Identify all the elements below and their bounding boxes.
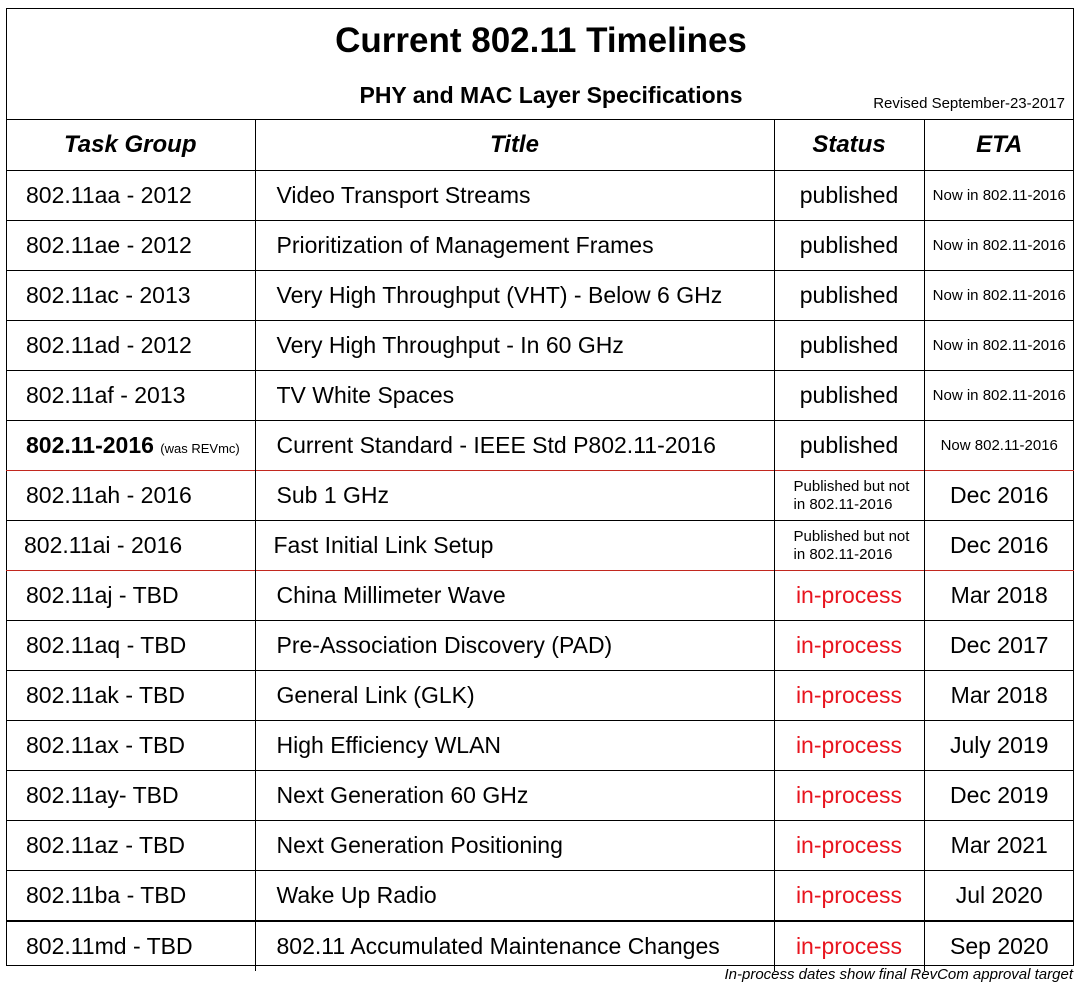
eta-cell: Now 802.11-2016	[924, 421, 1074, 471]
table-row	[6, 271, 1074, 321]
task-group-cell: 802.11az - TBD	[6, 821, 255, 871]
eta-cell: Mar 2018	[924, 571, 1074, 621]
task-group-cell: 802.11ah - 2016	[6, 471, 255, 521]
title-cell: Very High Throughput (VHT) - Below 6 GHz	[255, 271, 774, 321]
task-group-cell: 802.11ba - TBD	[6, 871, 255, 922]
task-group-cell: 802.11ae - 2012	[6, 221, 255, 271]
table-row	[6, 671, 1074, 721]
table-row	[6, 221, 1074, 271]
eta-cell: Sep 2020	[924, 921, 1074, 971]
eta-cell: Dec 2016	[924, 471, 1074, 521]
timeline-table	[6, 119, 1074, 971]
status-cell: in-process	[774, 921, 924, 971]
table-row	[6, 371, 1074, 421]
title-cell: High Efficiency WLAN	[255, 721, 774, 771]
table-row	[6, 721, 1074, 771]
eta-cell: Jul 2020	[924, 871, 1074, 922]
task-group-cell: 802.11ad - 2012	[6, 321, 255, 371]
title-cell: Fast Initial Link Setup	[255, 521, 774, 571]
status-cell: published	[774, 171, 924, 221]
task-group-cell: 802.11aa - 2012	[6, 171, 255, 221]
status-cell: in-process	[774, 821, 924, 871]
column-header-task-group: Task Group	[6, 120, 255, 171]
eta-cell: Mar 2021	[924, 821, 1074, 871]
table-row	[6, 321, 1074, 371]
page-subtitle: PHY and MAC Layer Specifications	[359, 82, 743, 108]
task-group-cell: 802.11aj - TBD	[6, 571, 255, 621]
task-group-cell: 802.11ac - 2013	[6, 271, 255, 321]
table-row	[6, 171, 1074, 221]
task-group-cell: 802.11ak - TBD	[6, 671, 255, 721]
eta-cell: Dec 2017	[924, 621, 1074, 671]
revision-date: Revised September-23-2017	[873, 95, 1065, 112]
title-cell: Video Transport Streams	[255, 171, 774, 221]
status-cell: in-process	[774, 671, 924, 721]
column-header-title: Title	[255, 120, 774, 171]
task-group-cell: 802.11md - TBD	[6, 921, 255, 971]
task-group-cell: 802.11ax - TBD	[6, 721, 255, 771]
eta-cell: Now in 802.11-2016	[924, 371, 1074, 421]
title-cell: Next Generation Positioning	[255, 821, 774, 871]
table-row	[6, 571, 1074, 621]
title-cell: TV White Spaces	[255, 371, 774, 421]
title-cell: 802.11 Accumulated Maintenance Changes	[255, 921, 774, 971]
table-header-row	[6, 120, 1074, 171]
eta-cell: Now in 802.11-2016	[924, 171, 1074, 221]
task-group-name: 802.11-2016	[26, 432, 154, 458]
task-group-note: (was REVmc)	[160, 441, 240, 456]
status-line: Published but not	[793, 477, 910, 495]
page-title: Current 802.11 Timelines	[335, 21, 747, 60]
task-group-cell: 802.11ay- TBD	[6, 771, 255, 821]
eta-cell: Dec 2016	[924, 521, 1074, 571]
eta-cell: Now in 802.11-2016	[924, 221, 1074, 271]
status-cell: in-process	[774, 571, 924, 621]
title-cell: Very High Throughput - In 60 GHz	[255, 321, 774, 371]
task-group-cell: 802.11af - 2013	[6, 371, 255, 421]
table-row	[6, 421, 1074, 471]
status-cell: in-process	[774, 771, 924, 821]
eta-cell: Mar 2018	[924, 671, 1074, 721]
eta-cell: July 2019	[924, 721, 1074, 771]
status-line: Published but not	[793, 527, 910, 545]
status-cell: published	[774, 371, 924, 421]
title-cell: Sub 1 GHz	[255, 471, 774, 521]
table-row	[6, 771, 1074, 821]
status-line: in 802.11-2016	[793, 545, 893, 563]
eta-cell: Now in 802.11-2016	[924, 321, 1074, 371]
table-row	[6, 821, 1074, 871]
status-cell: published	[774, 321, 924, 371]
title-cell: China Millimeter Wave	[255, 571, 774, 621]
status-cell: published	[774, 271, 924, 321]
status-cell: published	[774, 421, 924, 471]
status-cell	[774, 471, 924, 521]
title-cell: Next Generation 60 GHz	[255, 771, 774, 821]
title-cell: Current Standard - IEEE Std P802.11-2016	[255, 421, 774, 471]
status-cell: in-process	[774, 621, 924, 671]
table-row	[6, 471, 1074, 521]
status-cell: published	[774, 221, 924, 271]
status-line: in 802.11-2016	[793, 495, 893, 513]
task-group-cell	[6, 421, 255, 471]
column-header-status: Status	[774, 120, 924, 171]
column-header-eta: ETA	[924, 120, 1074, 171]
title-cell: General Link (GLK)	[255, 671, 774, 721]
table-row	[6, 521, 1074, 571]
title-cell: Wake Up Radio	[255, 871, 774, 922]
task-group-cell: 802.11aq - TBD	[6, 621, 255, 671]
table-row	[6, 621, 1074, 671]
title-cell: Pre-Association Discovery (PAD)	[255, 621, 774, 671]
eta-cell: Now in 802.11-2016	[924, 271, 1074, 321]
table-row	[6, 871, 1074, 922]
status-cell	[774, 521, 924, 571]
title-cell: Prioritization of Management Frames	[255, 221, 774, 271]
eta-cell: Dec 2019	[924, 771, 1074, 821]
footnote: In-process dates show final RevCom approval target	[724, 966, 1073, 983]
timeline-sheet	[6, 8, 1074, 966]
status-cell: in-process	[774, 871, 924, 922]
status-cell: in-process	[774, 721, 924, 771]
table-row	[6, 921, 1074, 971]
task-group-cell: 802.11ai - 2016	[6, 521, 255, 571]
